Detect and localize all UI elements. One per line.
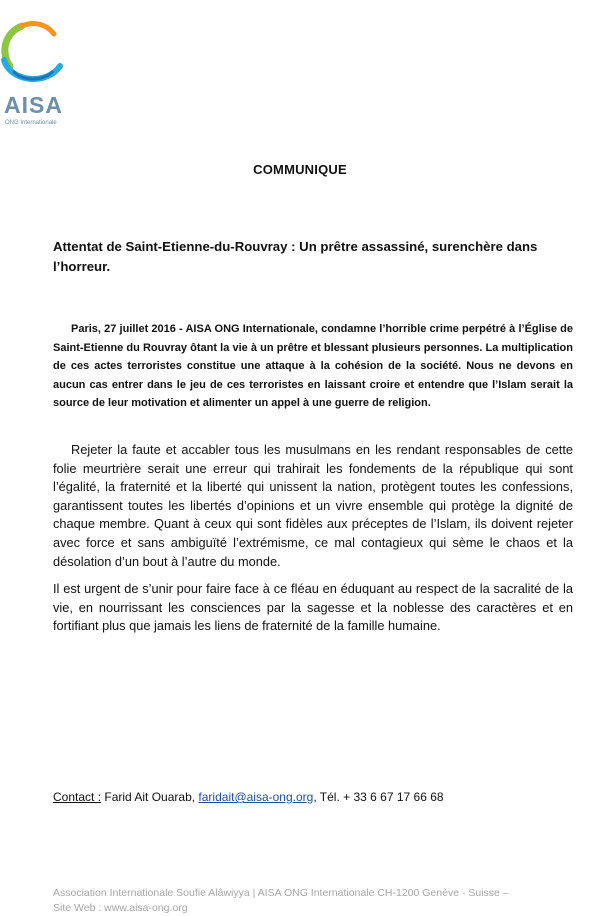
contact-line (53, 790, 444, 804)
body-paragraph-1: Rejeter la faute et accabler tous les musulmans en les rendant responsables de cette folie meurtrière serait une erreur qui trahirait les fondements de la république qui sont l’égalité, la fraternité et la liberté qui unissent la nation, protègent toutes les confessions, garantissent toutes les libertés d’opinions et un vivre ensemble qui protège la dignité de chaque membre. Quant à ceux qui sont fidèles aux préceptes de l’Islam, ils doivent rejeter avec force et sans ambiguïté l’extrémisme, ce mal contagieux qui sème le chaos et la désolation d’un bout à l’autre du monde. (53, 442, 573, 569)
footer-website: Site Web : www.aisa-ong.org (53, 901, 188, 914)
footer-address: Association Internationale Soufie Alâwiyya | AISA ONG Internationale CH-1200 Genève - Suisse – (53, 887, 509, 899)
contact-name: Farid Ait Ouarab, (101, 790, 199, 804)
lead-paragraph: Paris, 27 juillet 2016 - AISA ONG Internationale, condamne l’horrible crime perpétré à l’Église de Saint-Etienne du Rouvray ôtant la vie à un prêtre et blessant plusieurs personnes. La multiplication de ces actes terroristes constitue une attaque à la cohésion de la société. Nous ne devons en aucun cas entrer dans le jeu de ces terroristes en laissant croire et entendre que l’Islam serait la source de leur motivation et alimenter un appel à une guerre de religion. (53, 323, 573, 409)
contact-email-link[interactable]: faridait@aisa-ong.org (198, 790, 314, 804)
footer (53, 886, 573, 915)
contact-label: Contact : (53, 790, 102, 804)
press-release-headline: Attentat de Saint-Etienne-du-Rouvray : Un prêtre assassiné, surenchère dans l’horreur. (53, 239, 538, 274)
aisa-logo (0, 14, 66, 126)
logo-name: AISA (4, 92, 63, 118)
document-type-heading: COMMUNIQUE (253, 162, 347, 177)
contact-phone: , Tél. + 33 6 67 17 66 68 (313, 790, 444, 804)
body-paragraph-2: Il est urgent de s’unir pour faire face à ce fléau en éduquant au respect de la sacralité de la vie, en nourrissant les consciences par la sagesse et la noblesse des caractères et en fortifiant plus que jamais les liens de fraternité de la famille humaine. (53, 581, 573, 634)
logo-subtitle: ONG Internationale (5, 120, 57, 126)
aisa-emblem-icon (0, 14, 66, 94)
